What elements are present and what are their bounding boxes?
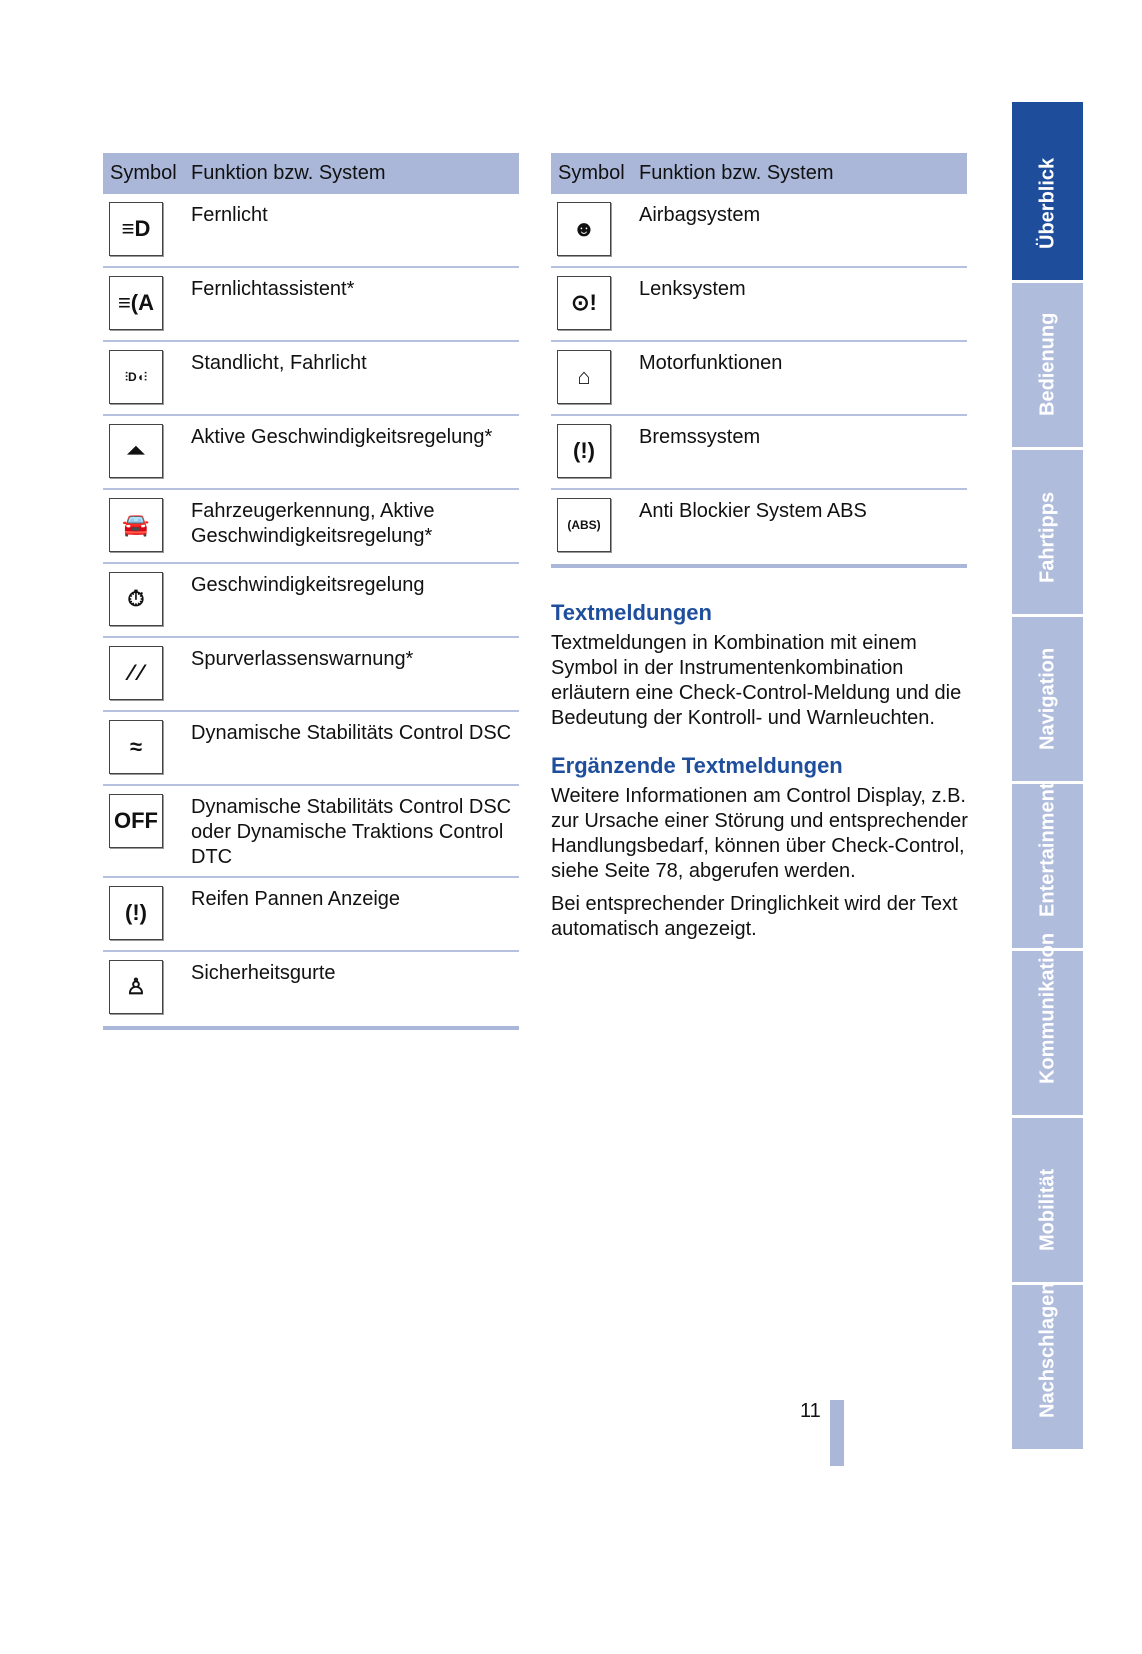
- page-number-bar: [830, 1400, 844, 1466]
- right-symbol-table: [551, 153, 967, 568]
- table-row: [551, 342, 967, 416]
- function-label: Motorfunktionen: [639, 352, 783, 374]
- section-paragraph: Textmeldungen in Kombination mit einem Symbol in der Instrumentenkombination erläutern eine Check-Control-Meldung und die Bedeutung der Kontroll- und Warnleuchten.: [551, 632, 962, 729]
- function-label: Anti Blockier System ABS: [639, 500, 867, 522]
- function-label: Fahrzeugerkennung, Aktive Geschwindigkeitsregelung*: [191, 500, 435, 547]
- high-beam-icon: ≡D: [109, 202, 163, 256]
- symbol-cell: [551, 268, 639, 340]
- table-row: [103, 342, 519, 416]
- section-paragraph: Bei entsprechender Dringlichkeit wird der Text automatisch angezeigt.: [551, 893, 958, 940]
- symbol-cell: [103, 490, 191, 562]
- symbol-cell: [103, 952, 191, 1026]
- chapter-tab[interactable]: [1012, 102, 1083, 280]
- function-label: Fernlichtassistent*: [191, 278, 355, 300]
- symbol-cell: [103, 878, 191, 950]
- symbol-cell: [551, 416, 639, 488]
- function-label: Geschwindigkeitsregelung: [191, 574, 425, 596]
- table-header: [551, 153, 967, 194]
- function-label: Dynamische Stabilitäts Control DSC oder Dynamische Traktions Control DTC: [191, 796, 512, 868]
- dsc-icon: ≈: [109, 720, 163, 774]
- function-label: Standlicht, Fahrlicht: [191, 352, 367, 374]
- chapter-tab-label: Mobilität: [1036, 1168, 1059, 1251]
- brake-icon: (!): [557, 424, 611, 478]
- chapter-tabs: [1012, 102, 1083, 1452]
- section-paragraph: Weitere Informationen am Control Display, z.B. zur Ursache einer Störung und entsprechender Handlungsbedarf, können über Check-Control, siehe Seite 78, abgerufen werden.: [551, 785, 968, 882]
- table-row: [103, 638, 519, 712]
- header-symbol: Symbol: [110, 162, 177, 184]
- chapter-tab-label: Kommunikation: [1036, 932, 1059, 1084]
- table-row: [103, 564, 519, 638]
- page-number: 11: [800, 1400, 821, 1422]
- table-row: [551, 490, 967, 564]
- table-row: [103, 952, 519, 1026]
- symbol-cell: [103, 416, 191, 488]
- dsc-off-icon: OFF: [109, 794, 163, 848]
- cruise-control-icon: ⏱: [109, 572, 163, 626]
- section-heading: Textmeldungen: [551, 600, 712, 625]
- function-label: Fernlicht: [191, 204, 268, 226]
- function-label: Aktive Geschwindigkeitsregelung*: [191, 426, 493, 448]
- chapter-tab-label: Entertainment: [1036, 782, 1059, 917]
- table-row: [103, 194, 519, 268]
- abs-icon: (ABS): [557, 498, 611, 552]
- table-end-bar: [103, 1026, 519, 1030]
- left-symbol-table: [103, 153, 519, 1030]
- header-symbol: Symbol: [558, 162, 625, 184]
- table-row: [551, 268, 967, 342]
- section-heading: Ergänzende Textmeldungen: [551, 753, 843, 778]
- vehicle-detection-icon: 🚘: [109, 498, 163, 552]
- chapter-tab[interactable]: [1012, 617, 1083, 781]
- symbol-cell: [103, 786, 191, 876]
- table-row: [103, 416, 519, 490]
- chapter-tab[interactable]: [1012, 1118, 1083, 1282]
- chapter-tab-label: Navigation: [1036, 647, 1059, 750]
- function-label: Lenksystem: [639, 278, 746, 300]
- table-row: [103, 268, 519, 342]
- function-label: Reifen Pannen Anzeige: [191, 888, 401, 910]
- tire-pressure-icon: (!): [109, 886, 163, 940]
- chapter-tab[interactable]: [1012, 1282, 1083, 1449]
- table-row: [103, 712, 519, 786]
- table-row: [103, 490, 519, 564]
- table-row: [551, 416, 967, 490]
- symbol-cell: [103, 342, 191, 414]
- engine-icon: ⌂: [557, 350, 611, 404]
- chapter-tab-label: Überblick: [1036, 157, 1059, 249]
- symbol-cell: [103, 194, 191, 266]
- seatbelt-icon: ♙: [109, 960, 163, 1014]
- function-label: Sicherheitsgurte: [191, 962, 336, 984]
- table-row: [103, 786, 519, 878]
- function-label: Bremssystem: [639, 426, 761, 448]
- chapter-tab-label: Bedienung: [1036, 312, 1059, 416]
- header-function: Funktion bzw. System: [191, 162, 386, 184]
- parking-light-icon: ⫶D◖⫶: [109, 350, 163, 404]
- symbol-cell: [103, 638, 191, 710]
- function-label: Spurverlassenswarnung*: [191, 648, 414, 670]
- function-label: Airbagsystem: [639, 204, 761, 226]
- high-beam-assistant-icon: ≡(A: [109, 276, 163, 330]
- table-row: [103, 878, 519, 952]
- chapter-tab[interactable]: [1012, 932, 1083, 1115]
- lane-departure-icon: ⁄ ⁄: [109, 646, 163, 700]
- chapter-tab[interactable]: [1012, 450, 1083, 614]
- text-sections: [551, 600, 971, 950]
- chapter-tab[interactable]: [1012, 283, 1083, 447]
- header-function: Funktion bzw. System: [639, 162, 834, 184]
- table-row: [551, 194, 967, 268]
- symbol-cell: [551, 194, 639, 266]
- table-end-bar: [551, 564, 967, 568]
- chapter-tab-label: Nachschlagen: [1036, 1282, 1059, 1418]
- chapter-tab[interactable]: [1012, 784, 1083, 948]
- symbol-cell: [103, 564, 191, 636]
- active-cruise-control-icon: ⏶: [109, 424, 163, 478]
- symbol-cell: [551, 490, 639, 564]
- steering-icon: ⊙!: [557, 276, 611, 330]
- function-label: Dynamische Stabilitäts Control DSC: [191, 722, 512, 744]
- symbol-cell: [551, 342, 639, 414]
- table-header: [103, 153, 519, 194]
- symbol-cell: [103, 712, 191, 784]
- chapter-tab-label: Fahrtipps: [1036, 491, 1059, 583]
- airbag-icon: ☻: [557, 202, 611, 256]
- symbol-cell: [103, 268, 191, 340]
